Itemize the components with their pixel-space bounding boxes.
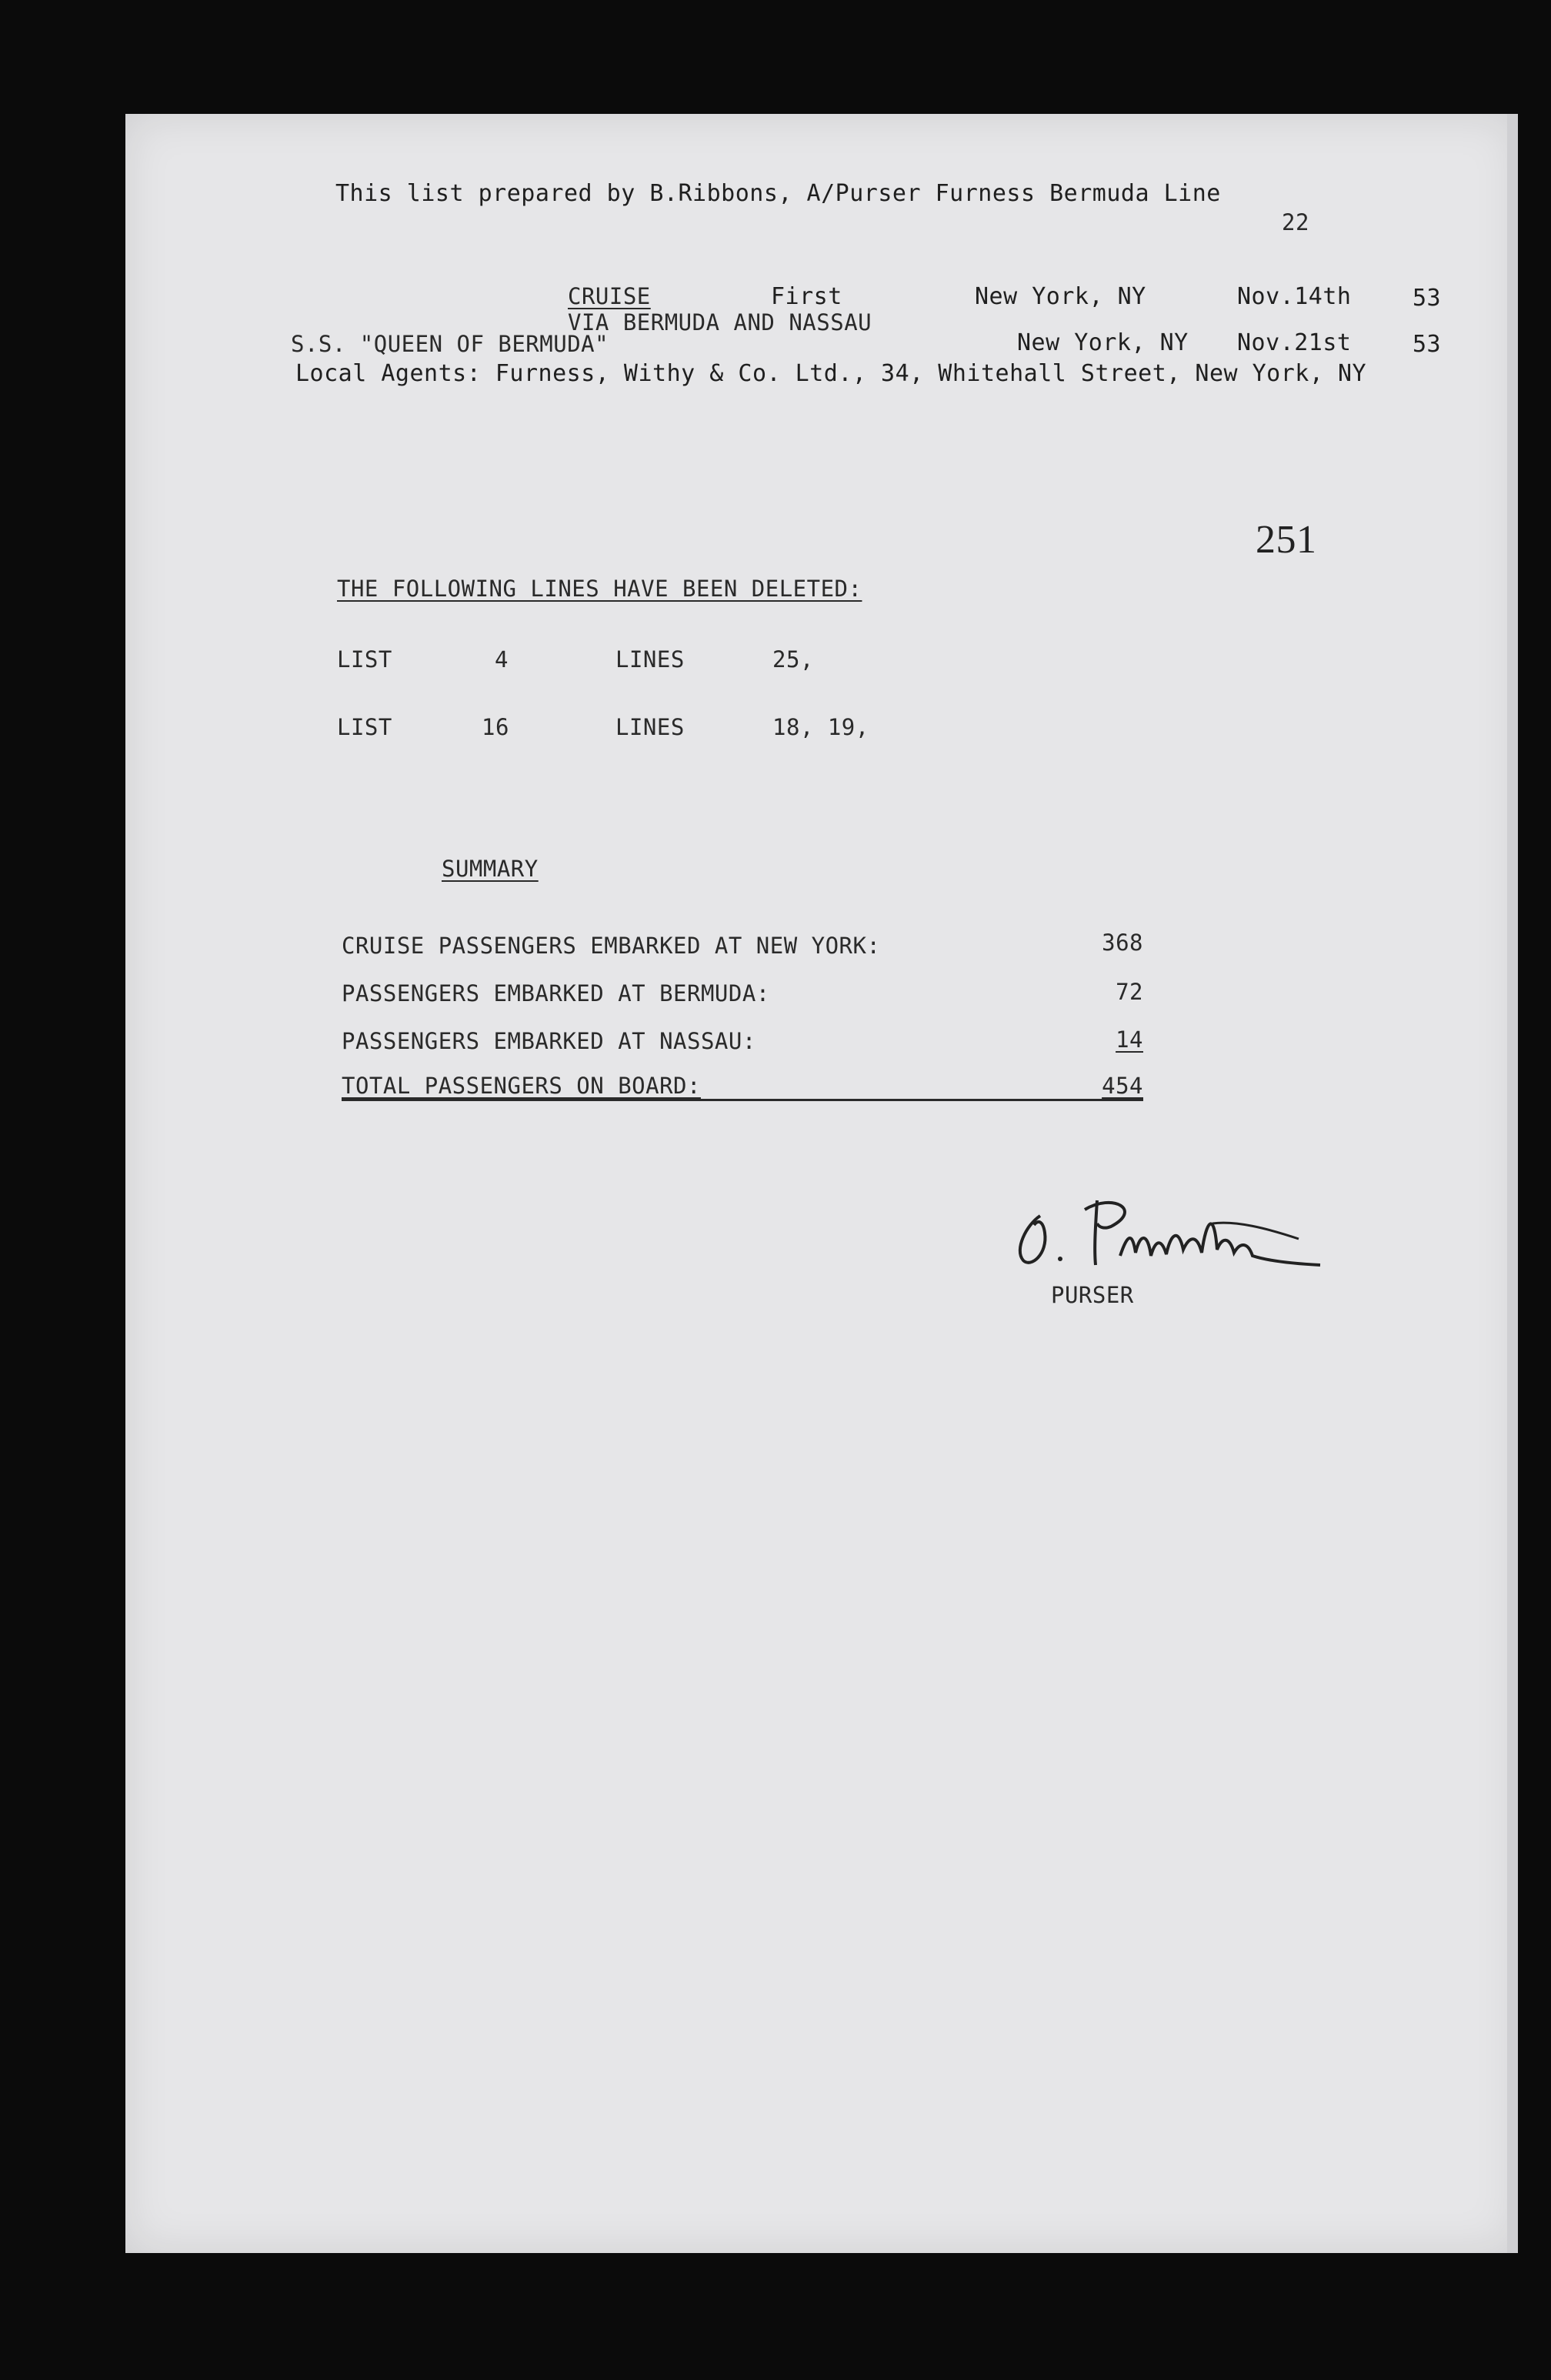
summary-label: CRUISE PASSENGERS EMBARKED AT NEW YORK: (342, 933, 881, 959)
total-rule (342, 1099, 1143, 1101)
summary-label: PASSENGERS EMBARKED AT NASSAU: (342, 1028, 756, 1054)
depart-port: New York, NY (975, 283, 1146, 310)
ship-name: S.S. "QUEEN OF BERMUDA" (291, 331, 609, 357)
deleted-heading: THE FOLLOWING LINES HAVE BEEN DELETED: (337, 576, 862, 602)
deleted-lines-values: 25, (772, 646, 814, 673)
return-date: Nov.21st (1237, 329, 1352, 356)
deleted-lines-values: 18, 19, (772, 714, 869, 740)
cruise-label: CRUISE (568, 283, 651, 309)
signature-title: PURSER (1051, 1282, 1134, 1308)
deleted-list-label: LIST (337, 646, 392, 673)
return-port: New York, NY (1017, 329, 1189, 356)
deleted-list-number: 16 (482, 714, 509, 740)
page-number: 251 (1256, 518, 1317, 562)
summary-label: PASSENGERS EMBARKED AT BERMUDA: (342, 980, 770, 1006)
depart-date: Nov.14th (1237, 283, 1352, 310)
summary-value: 72 (1116, 979, 1143, 1005)
return-year: 53 (1413, 331, 1442, 358)
deleted-lines-label: LINES (615, 646, 685, 673)
local-agents: Local Agents: Furness, Withy & Co. Ltd., 34, Whitehall Street, New York, NY (295, 360, 1367, 387)
page-edge (1507, 114, 1518, 2253)
prepared-by-line: This list prepared by B.Ribbons, A/Purser Furness Bermuda Line (335, 180, 1221, 207)
summary-heading: SUMMARY (442, 856, 539, 882)
summary-total-label: TOTAL PASSENGERS ON BOARD: (342, 1073, 701, 1099)
deleted-lines-label: LINES (615, 714, 685, 740)
summary-total-value: 454 (1102, 1073, 1143, 1099)
summary-value: 368 (1102, 930, 1143, 956)
list-number: 22 (1282, 209, 1309, 235)
summary-value: 14 (1116, 1026, 1143, 1053)
class-label: First (771, 283, 842, 310)
depart-year: 53 (1413, 285, 1442, 312)
deleted-list-number: 4 (495, 646, 509, 673)
route-label: VIA BERMUDA AND NASSAU (568, 309, 872, 335)
deleted-list-label: LIST (337, 714, 392, 740)
signature-image (1005, 1179, 1343, 1279)
